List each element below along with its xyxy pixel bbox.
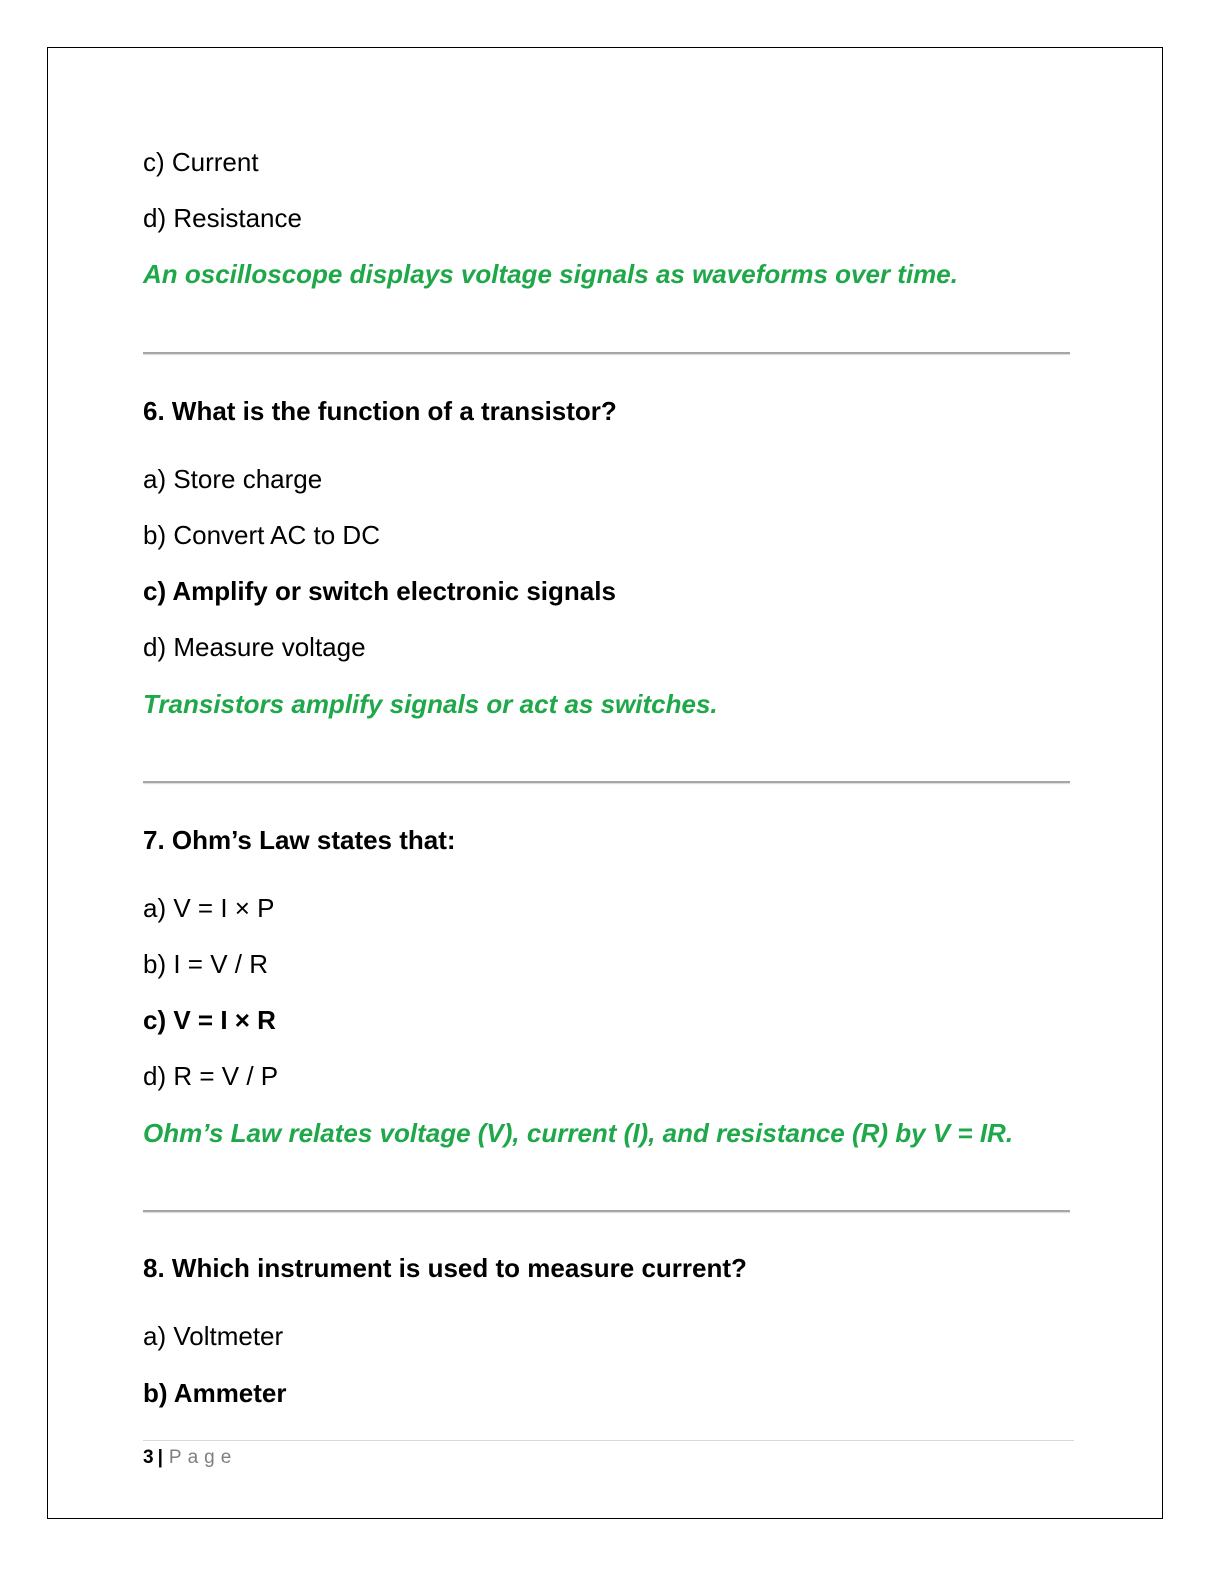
section-divider <box>143 1210 1070 1212</box>
q6-option-b: b) Convert AC to DC <box>143 520 380 550</box>
footer-divider <box>143 1440 1074 1441</box>
page-label: Page <box>168 1447 238 1468</box>
q5-explanation: An oscilloscope displays voltage signals as waveforms over time. <box>143 259 958 289</box>
q8-option-a: a) Voltmeter <box>143 1321 284 1351</box>
q6-option-a: a) Store charge <box>143 464 323 494</box>
q7-option-b: b) I = V / R <box>143 949 268 979</box>
footer-separator: | <box>157 1447 163 1468</box>
q6-option-c-correct: c) Amplify or switch electronic signals <box>143 576 616 606</box>
section-divider <box>143 352 1070 354</box>
q5-option-d: d) Resistance <box>143 203 302 233</box>
q7-option-c-correct: c) V = I × R <box>143 1005 276 1035</box>
q6-explanation: Transistors amplify signals or act as switches. <box>143 689 718 719</box>
q7-explanation: Ohm’s Law relates voltage (V), current (I), and resistance (R) by V = IR. <box>143 1118 1014 1148</box>
q8-option-b-correct: b) Ammeter <box>143 1378 287 1408</box>
q7-question: 7. Ohm’s Law states that: <box>143 825 456 855</box>
page-number: 3 <box>143 1447 154 1468</box>
q6-question: 6. What is the function of a transistor? <box>143 396 617 426</box>
section-divider <box>143 781 1070 783</box>
q5-option-c: c) Current <box>143 147 259 177</box>
q6-option-d: d) Measure voltage <box>143 632 366 662</box>
page-footer <box>143 1446 237 1470</box>
q8-question: 8. Which instrument is used to measure current? <box>143 1253 747 1283</box>
q7-option-a: a) V = I × P <box>143 893 275 923</box>
q7-option-d: d) R = V / P <box>143 1061 279 1091</box>
